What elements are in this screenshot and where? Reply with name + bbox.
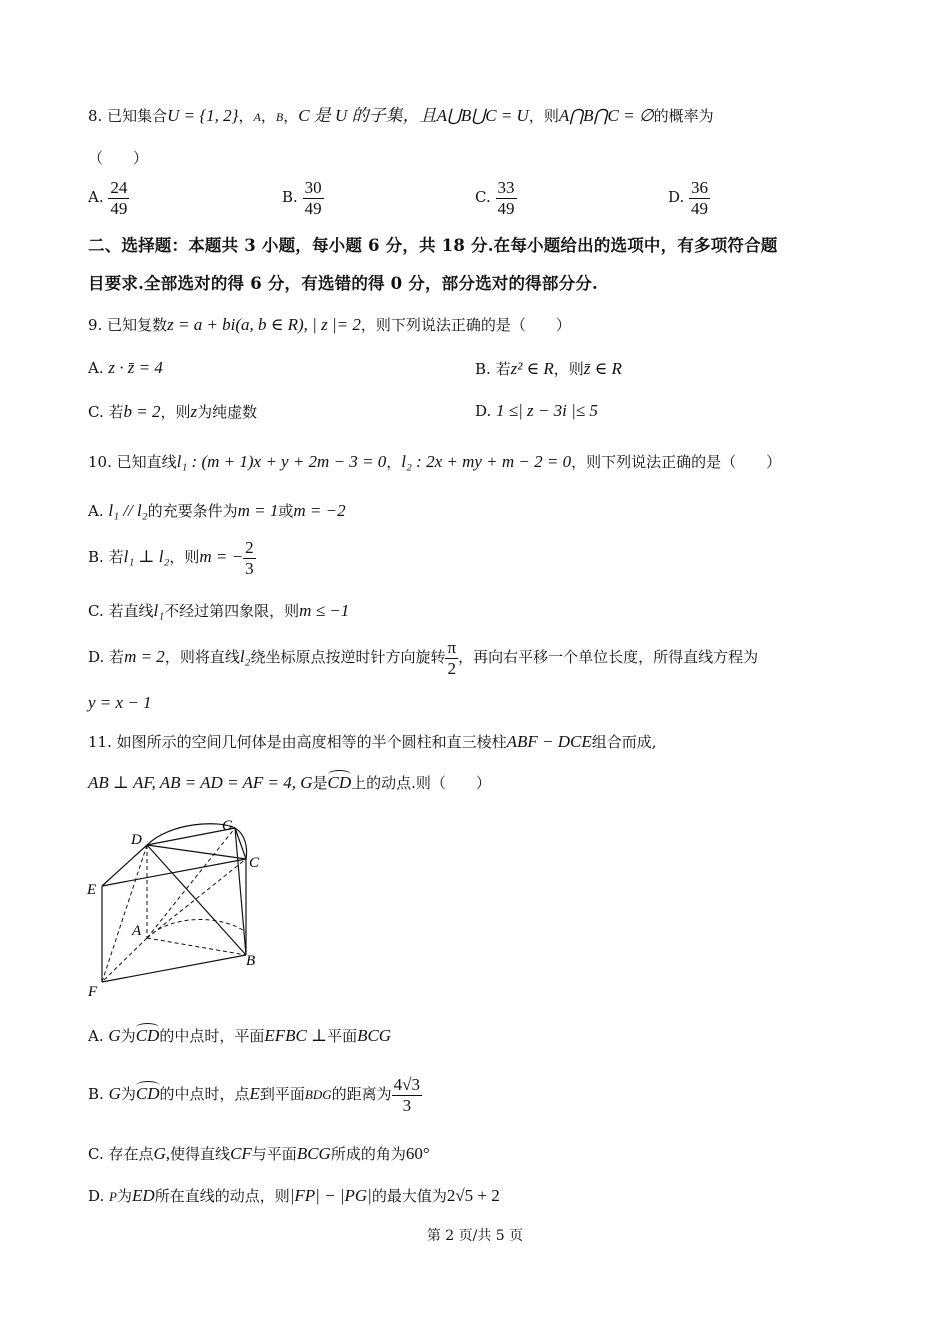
label-F: F (88, 984, 98, 1000)
q8-option-b: B. $\frac{30}{49}$ (282, 178, 322, 218)
q8-option-d: D. $\frac{36}{49}$ (668, 178, 709, 218)
fraction: $\frac{4√3}{3}$ (393, 1075, 420, 1115)
label-C: C (249, 855, 260, 871)
set-U: U = {1, 2} (167, 106, 239, 125)
fraction: $\frac{24}{49}$ (110, 178, 128, 218)
edge-GB (235, 828, 246, 955)
fraction: $\frac{36}{49}$ (691, 178, 709, 218)
q11-option-d: D. P为ED所在直线的动点，则|FP| − |PG|的最大值为2√5 + 2 (88, 1186, 500, 1205)
q11-stem-cont: AB ⊥ AF, AB = AD = AF = 4, G是CD上的动点.则（ ） (88, 773, 491, 792)
q10-option-d-answer: y = x − 1 (88, 693, 152, 712)
q8-option-a: A. $\frac{24}{49}$ (88, 178, 128, 218)
label-E: E (87, 882, 97, 898)
section-2-heading-cont: 目要求.全部选对的得 6 分，有选错的得 0 分，部分选对的得部分分. (88, 274, 598, 293)
edge-AC (147, 859, 246, 938)
q10-option-b: B. 若l₁ ⊥ l₂，则m = − $\frac{2}{3}$ (88, 538, 254, 578)
q10-stem: 10. 已知直线l₁ : (m + 1)x + y + 2m − 3 = 0，l₂ : 2x + my + m − 2 = 0，则下列说法正确的是（ ） (88, 452, 782, 471)
q9-option-a: A. z · z̄ = 4 (88, 358, 163, 377)
q11-stem: 11. 如图所示的空间几何体是由高度相等的半个圆柱和直三棱柱ABF − DCE组合而成, (88, 732, 657, 751)
fraction: $\frac{2}{3}$ (245, 538, 254, 578)
q8-option-c: C. $\frac{33}{49}$ (475, 178, 515, 218)
edge-EC (102, 859, 246, 886)
arc-CD: CD (327, 773, 352, 792)
q9-option-c: C. 若b = 2，则z为纯虚数 (88, 402, 258, 421)
q9-option-b: B. 若z² ∈ R，则z̄ ∈ R (475, 359, 622, 378)
fraction: $\frac{30}{49}$ (304, 178, 322, 218)
q11-option-a: A. G为CD的中点时，平面EFBC ⊥平面BCG (88, 1026, 392, 1045)
q9-option-d: D. 1 ≤| z − 3i |≤ 5 (475, 401, 598, 420)
label-A: A (132, 923, 142, 939)
fraction: $\frac{\pi}{2}$ (447, 638, 457, 678)
q10-option-c: C. 若直线l₁不经过第四象限，则m ≤ −1 (88, 601, 350, 620)
geometry-figure (80, 812, 280, 1007)
label-B: B (246, 953, 256, 969)
q8-paren: （ ） (88, 149, 149, 167)
arc-AB (147, 920, 246, 938)
label-G: G (222, 818, 233, 834)
q11-option-b: B. G为CD的中点时，点E到平面BDG的距离为 $\frac{4√3}{3}$ (88, 1075, 420, 1115)
q9-stem: 9. 已知复数z = a + bi(a, b ∈ R), | z |= 2，则下列说法正确的是（ ） (88, 315, 571, 334)
q11-option-c: C. 存在点G,使得直线CF与平面BCG所成的角为60° (88, 1144, 430, 1163)
edge-FB (102, 955, 246, 982)
fraction: $\frac{33}{49}$ (497, 178, 515, 218)
edge-DC (147, 845, 246, 859)
section-2-heading: 二、选择题：本题共 3 小题，每小题 6 分，共 18 分.在每小题给出的选项中，有多项符合题 (88, 236, 778, 255)
page-footer: 第 2 页/共 5 页 (426, 1228, 524, 1244)
q10-option-d: D. 若m = 2，则将直线l₂绕坐标原点按逆时针方向旋转 $\frac{\pi}{2}$ ，再向右平移一个单位长度，所得直线方程为 (88, 638, 759, 678)
label-D: D (131, 832, 142, 848)
edge-AB (147, 938, 246, 955)
q10-option-a: A. l₁ // l₂的充要条件为m = 1或m = −2 (88, 501, 346, 520)
q8-stem: 8. 已知集合U = {1, 2}，A，B，C 是 U 的子集，且A⋃B⋃C = U，则A⋂B⋂C = ∅的概率为 (88, 106, 714, 125)
q8-number: 8. (88, 107, 103, 125)
